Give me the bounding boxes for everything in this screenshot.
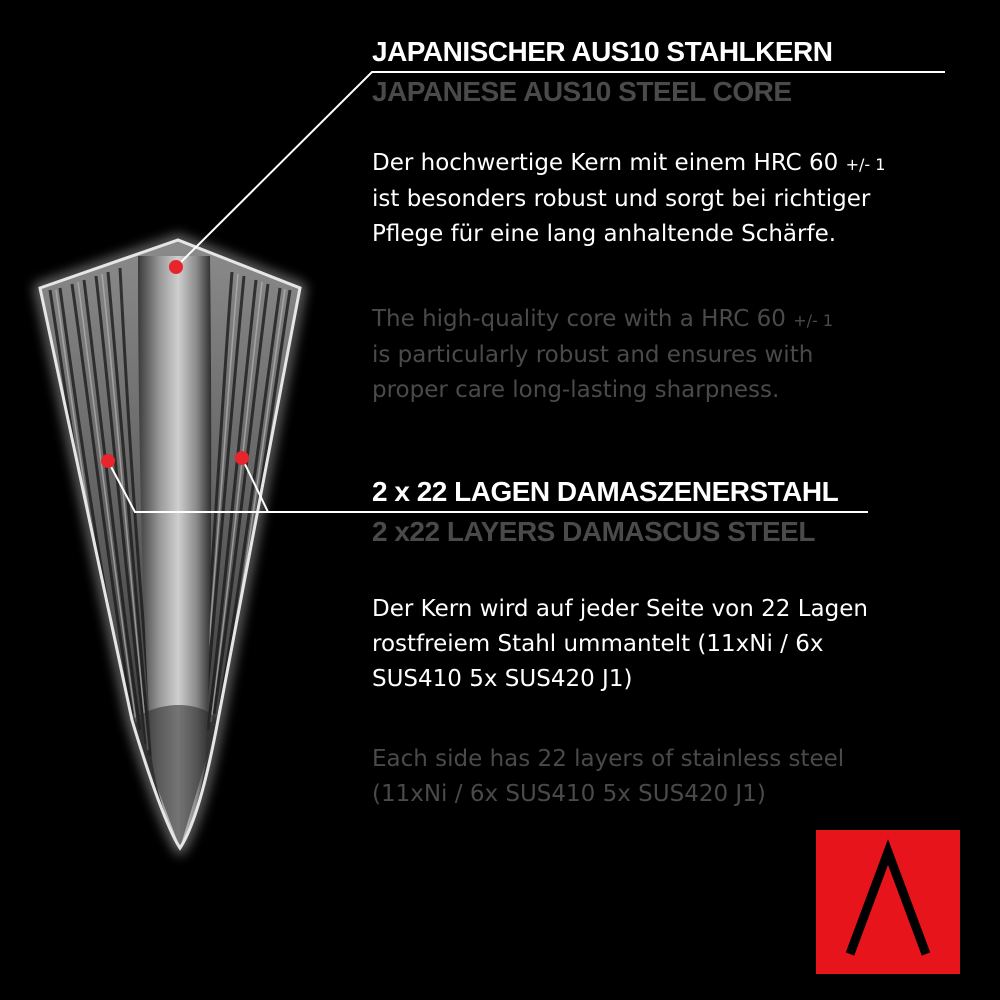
- layers-description-de: [372, 592, 868, 697]
- layers-description-de-line: SUS410 5x SUS420 J1): [372, 666, 633, 692]
- core-description-en: [372, 302, 833, 408]
- right-layer-marker-dot: [235, 451, 249, 465]
- core-description-en-line: proper care long-lasting sharpness.: [372, 377, 780, 403]
- layers-heading-en: 2 x22 LAYERS DAMASCUS STEEL: [372, 516, 815, 547]
- layers-description-en: [372, 742, 844, 812]
- core-marker-dot: [169, 260, 183, 274]
- layers-heading-de: 2 x 22 LAGEN DAMASZENERSTAHL: [372, 476, 839, 507]
- brand-logo: [816, 830, 960, 974]
- core-description-de-line: Pflege für eine lang anhaltende Schärfe.: [372, 221, 837, 247]
- layers-description-en-line: (11xNi / 6x SUS410 5x SUS420 J1): [372, 781, 766, 807]
- layers-description-de-line: rostfreiem Stahl ummantelt (11xNi / 6x: [372, 631, 824, 657]
- layers-description-en-line: Each side has 22 layers of stainless steel: [372, 746, 845, 772]
- layers-description-de-line: Der Kern wird auf jeder Seite von 22 Lagen: [372, 596, 868, 622]
- left-layer-marker-dot: [101, 454, 115, 468]
- lambda-logo-icon: [816, 830, 960, 974]
- core-description-de-line: ist besonders robust und sorgt bei richtiger: [372, 186, 871, 212]
- core-heading-de: JAPANISCHER AUS10 STAHLKERN: [372, 36, 833, 67]
- core-description-de: [372, 146, 885, 252]
- core-heading-en: JAPANESE AUS10 STEEL CORE: [372, 76, 792, 107]
- core-description-en-line: is particularly robust and ensures with: [372, 342, 814, 368]
- core-description-de-line: Der hochwertige Kern mit einem HRC 60 +/- 1: [372, 150, 886, 176]
- core-description-en-line: The high-quality core with a HRC 60 +/- 1: [372, 306, 834, 332]
